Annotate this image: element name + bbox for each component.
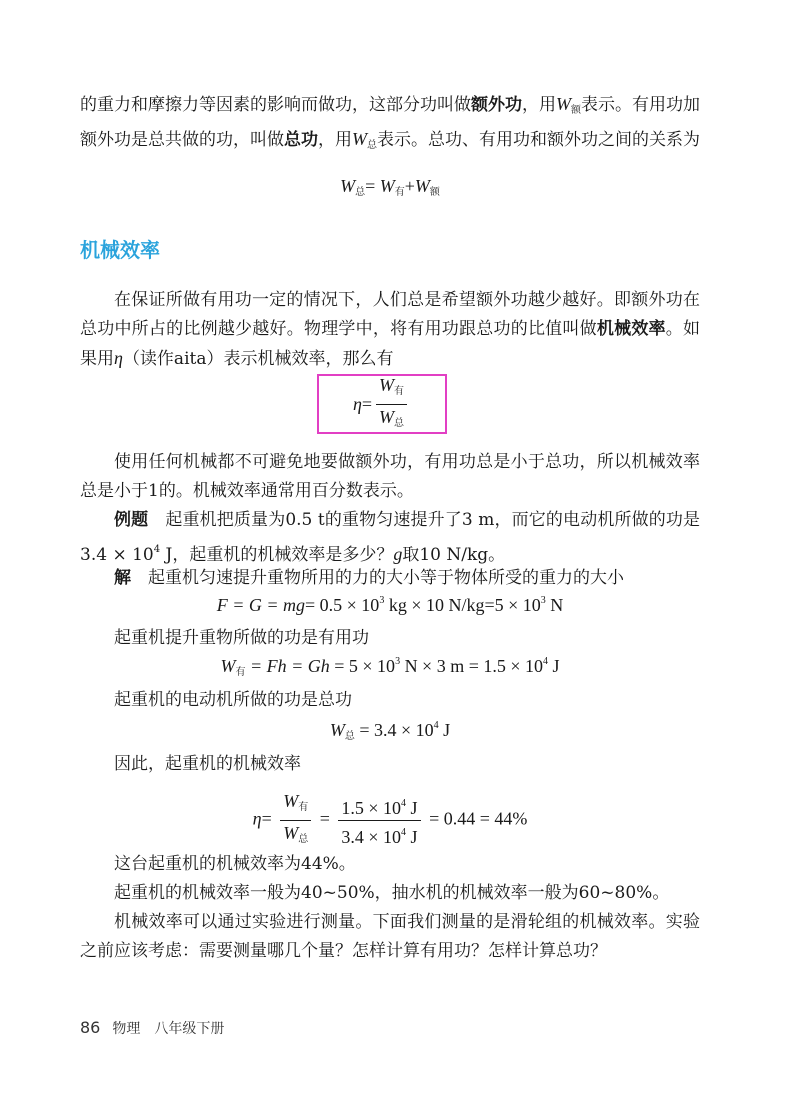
line-general-efficiency: 起重机的机械效率一般为40~50%，抽水机的机械效率一般为60~80%。 <box>114 883 670 903</box>
text: N <box>545 595 564 615</box>
subscript: 总 <box>355 187 366 198</box>
equals: = <box>361 393 373 414</box>
exponent: 3 <box>379 595 385 606</box>
exponent: 4 <box>401 798 407 809</box>
exponent: 4 <box>543 656 549 667</box>
term-efficiency: 机械效率 <box>596 319 666 339</box>
variable-w: W <box>283 791 299 811</box>
solution-intro <box>80 564 700 593</box>
exponent: 3 <box>395 656 401 667</box>
subscript: 总 <box>367 140 377 151</box>
variable-g: g <box>393 544 403 564</box>
variable-w: W <box>329 720 345 740</box>
text: 起重机把质量为0.5 t的重物匀速提升了3 m，而它的电动机所做的功是3.4 × 10 <box>80 510 700 565</box>
symbol-eta: η <box>114 348 123 368</box>
text: J <box>406 798 418 818</box>
formula-force <box>80 595 700 616</box>
term-total-work: 总功 <box>284 130 318 150</box>
line-therefore: 因此，起重机的机械效率 <box>114 754 301 774</box>
subscript: 总 <box>298 834 309 845</box>
text: J，起重机的机械效率是多少？ <box>160 545 394 565</box>
variable-w: W <box>283 823 299 843</box>
symbol-eta: η <box>252 808 262 829</box>
text: 3.4 × 10 <box>341 827 402 847</box>
term-extra-work: 额外功 <box>471 95 522 115</box>
section-heading: 机械效率 <box>80 238 160 262</box>
exponent: 4 <box>401 827 407 838</box>
variable-w: W <box>556 94 571 114</box>
variable-w: W <box>220 656 236 676</box>
book-title: 物理 八年级下册 <box>112 1021 225 1037</box>
variable-w: W <box>379 176 395 196</box>
paragraph-efficiency-definition <box>80 286 700 374</box>
text: J <box>438 720 451 740</box>
variable-w: W <box>352 129 367 149</box>
line-total-work: 起重机的电动机所做的功是总功 <box>114 690 352 710</box>
text: 取10 N/kg。 <box>402 545 506 565</box>
formula-efficiency-result <box>80 790 700 851</box>
text: J <box>406 827 418 847</box>
solution-label: 解 <box>114 568 131 588</box>
line-result: 这台起重机的机械效率为44%。 <box>114 854 356 874</box>
formula-total-work <box>80 720 700 742</box>
variable-w: W <box>379 406 395 427</box>
equals: = <box>319 808 330 829</box>
fraction <box>376 374 407 435</box>
numerator <box>338 793 420 821</box>
subscript: 有 <box>394 187 405 198</box>
denominator <box>280 821 311 851</box>
plus: + <box>404 176 415 196</box>
result: = 0.44 = 44% <box>429 808 528 829</box>
denominator <box>338 821 420 848</box>
subscript: 额 <box>429 187 440 198</box>
fraction-work <box>280 790 311 851</box>
text: = 5 × 10 <box>329 656 396 676</box>
equals: = <box>365 176 380 196</box>
exponent: 4 <box>153 544 161 555</box>
text: 。如果用 <box>80 319 701 369</box>
paragraph-extra-work <box>80 90 700 160</box>
text: 的重力和摩擦力等因素的影响而做功，这部分功叫做 <box>80 95 471 115</box>
paragraph-experiment: 机械效率可以通过实验进行测量。下面我们测量的是滑轮组的机械效率。实验之前应该考虑：需要测量哪几个量？怎样计算有用功？怎样计算总功？ <box>80 912 700 961</box>
equals: = <box>261 808 272 829</box>
text: 在保证所做有用功一定的情况下，人们总是希望额外功越少越好。即额外功在总功中所占的比例越少越好。物理学中，将有用功跟总功的比值叫做 <box>80 290 700 339</box>
denominator <box>376 405 407 435</box>
exponent: 4 <box>433 720 439 731</box>
variable-w: W <box>379 374 395 395</box>
subscript: 有 <box>394 385 405 397</box>
variable-w: W <box>414 176 430 196</box>
text: 起重机匀速提升重物所用的力的大小等于物体所受的重力的大小 <box>131 568 624 588</box>
exponent: 3 <box>540 595 546 606</box>
text: （读作aita）表示机械效率，那么有 <box>122 349 394 369</box>
numerator <box>280 790 311 821</box>
subscript: 有 <box>235 667 246 678</box>
subscript: 额 <box>571 105 581 116</box>
subscript: 有 <box>298 802 309 813</box>
text: kg × 10 N/kg=5 × 10 <box>384 595 541 615</box>
text: ，用 <box>522 95 556 115</box>
variable-w: W <box>340 176 356 196</box>
text: ，用 <box>318 130 352 150</box>
page-number: 86 <box>80 1018 101 1037</box>
paragraph-efficiency-note: 使用任何机械都不可避免地要做额外功，有用功总是小于总功，所以机械效率总是小于1的。机械效率通常用百分数表示。 <box>80 452 700 501</box>
fraction-values <box>338 793 420 848</box>
text: = 3.4 × 10 <box>354 720 434 740</box>
text: 表示。有用功加额外功是总共做的功，叫做 <box>80 95 700 150</box>
example-problem <box>80 506 700 570</box>
text: 表示。总功、有用功和额外功之间的关系为 <box>377 130 700 150</box>
text: J <box>548 656 560 676</box>
symbol-eta: η <box>352 393 362 414</box>
efficiency-formula-box <box>317 374 447 434</box>
numerator <box>376 374 407 405</box>
expression: F = G = mg <box>216 595 305 615</box>
subscript: 总 <box>394 417 405 429</box>
expression: = Fh = Gh <box>245 656 330 676</box>
formula-work-relation <box>80 176 700 198</box>
page-footer <box>80 1018 224 1038</box>
text: 1.5 × 10 <box>341 798 402 818</box>
subscript: 总 <box>344 731 355 742</box>
formula-useful-work <box>80 656 700 678</box>
text: N × 3 m = 1.5 × 10 <box>400 656 544 676</box>
example-label: 例题 <box>114 510 149 530</box>
text: = 0.5 × 10 <box>305 595 380 615</box>
line-useful-work: 起重机提升重物所做的功是有用功 <box>114 628 369 648</box>
